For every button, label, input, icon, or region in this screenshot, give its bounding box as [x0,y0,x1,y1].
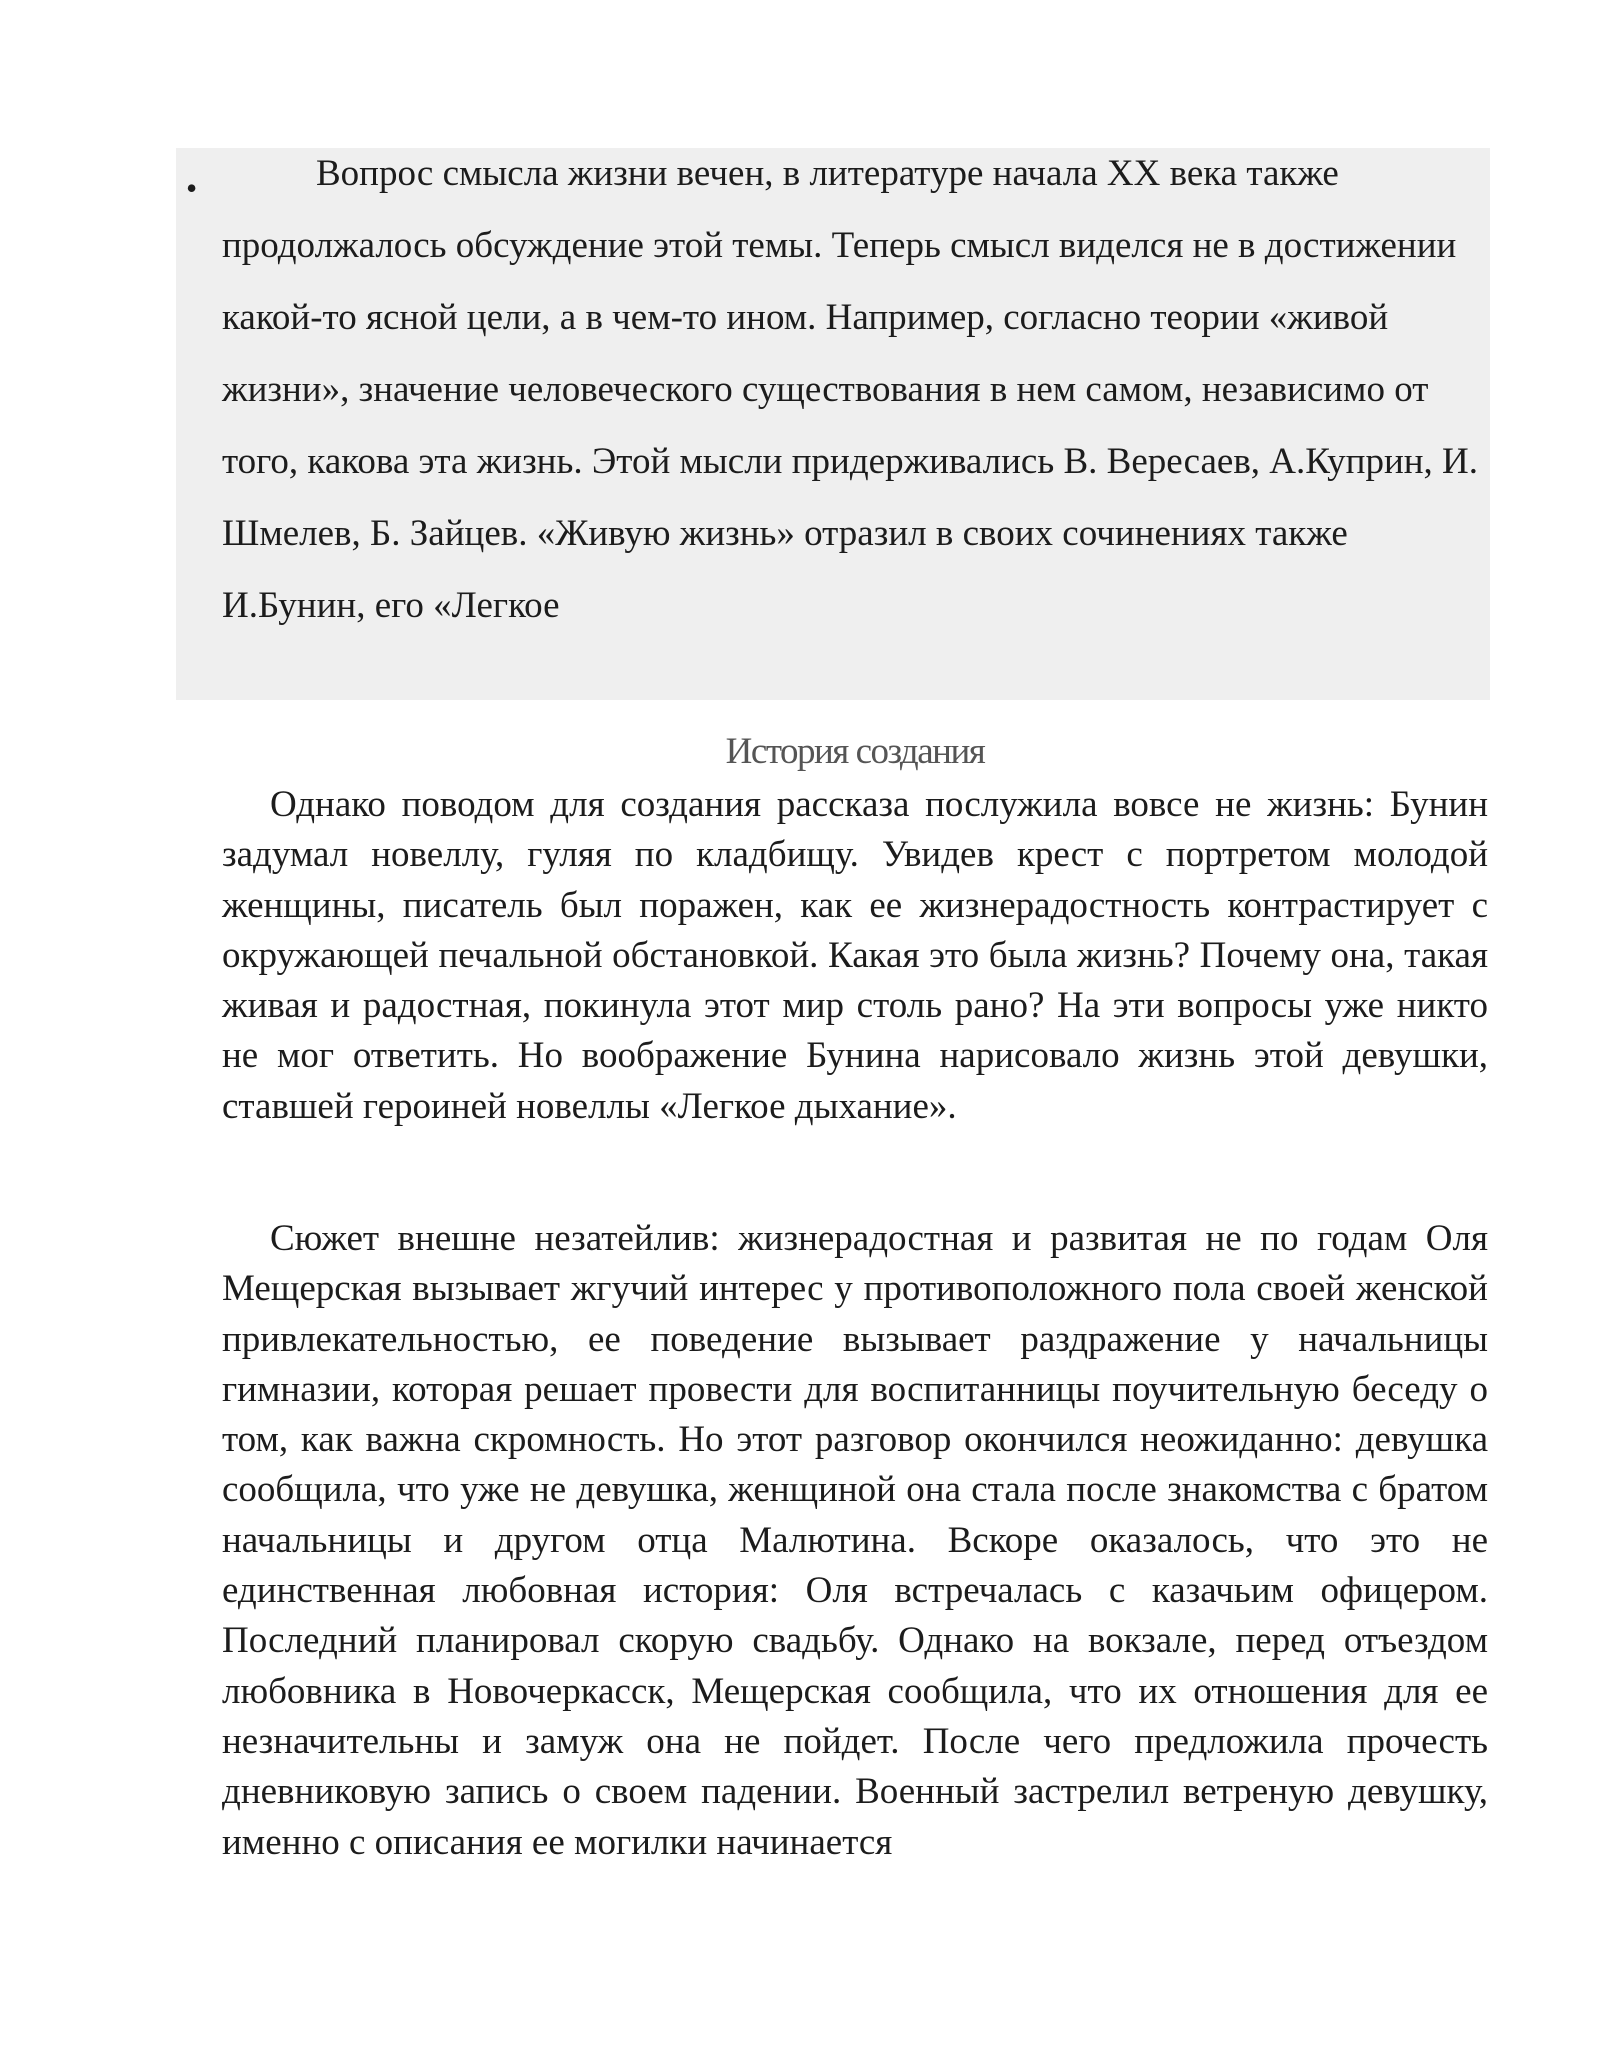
highlighted-paragraph: Вопрос смысла жизни вечен, в литературе начала XX века также продолжалось обсуждение этой темы. Теперь смысл виделся не в достижении какой-то ясной цели, а в чем-то ином. Например, согласно теории «живой жизни», значение человеческого существования в нем самом, независимо от того, какова эта жизнь. Этой мысли придерживались В. Вересаев, А.Куприн, И. Шмелев, Б. Зайцев. «Живую жизнь» отразил в своих сочинениях также И.Бунин, его «Легкое [222,153,1479,626]
section-heading: История создания [725,731,985,772]
body-paragraph: Однако поводом для создания рассказа послужила вовсе не жизнь: Бунин задумал новеллу, гуляя по кладбищу. Увидев крест с портретом молодой женщины, писатель был поражен, как ее жизнерадостность контрастирует с окружающей печальной обстановкой. Какая это была жизнь? Почему она, такая живая и радостная, покинула этот мир столь рано? На эти вопросы уже никто не мог ответить. Но воображение Бунина нарисовало жизнь этой девушки, ставшей героиней новеллы «Легкое дыхание». [222,784,1488,1127]
body-paragraph: Сюжет внешне незатейлив: жизнерадостная и развитая не по годам Оля Мещерская вызывает жгучий интерес у противоположного пола своей женской привлекательностью, ее поведение вызывает раздражение у начальницы гимназии, которая решает провести для воспитанницы поучительную беседу о том, как важна скромность. Но этот разговор окончился неожиданно: девушка сообщила, что уже не девушка, женщиной она стала после знакомства с братом начальницы и другом отца Малютина. Вскоре оказалось, что это не единственная любовная история: Оля встречалась с казачьим офицером. Последний планировал скорую свадьбу. Однако на вокзале, перед отъездом любовника в Новочеркасск, Мещерская сообщила, что их отношения для ее незначительны и замуж она не пойдет. После чего предложила прочесть дневниковую запись о своем падении. Военный застрелил ветреную девушку, именно с описания ее могилки начинается [222,1218,1488,1863]
bullet-icon: • [186,170,198,206]
